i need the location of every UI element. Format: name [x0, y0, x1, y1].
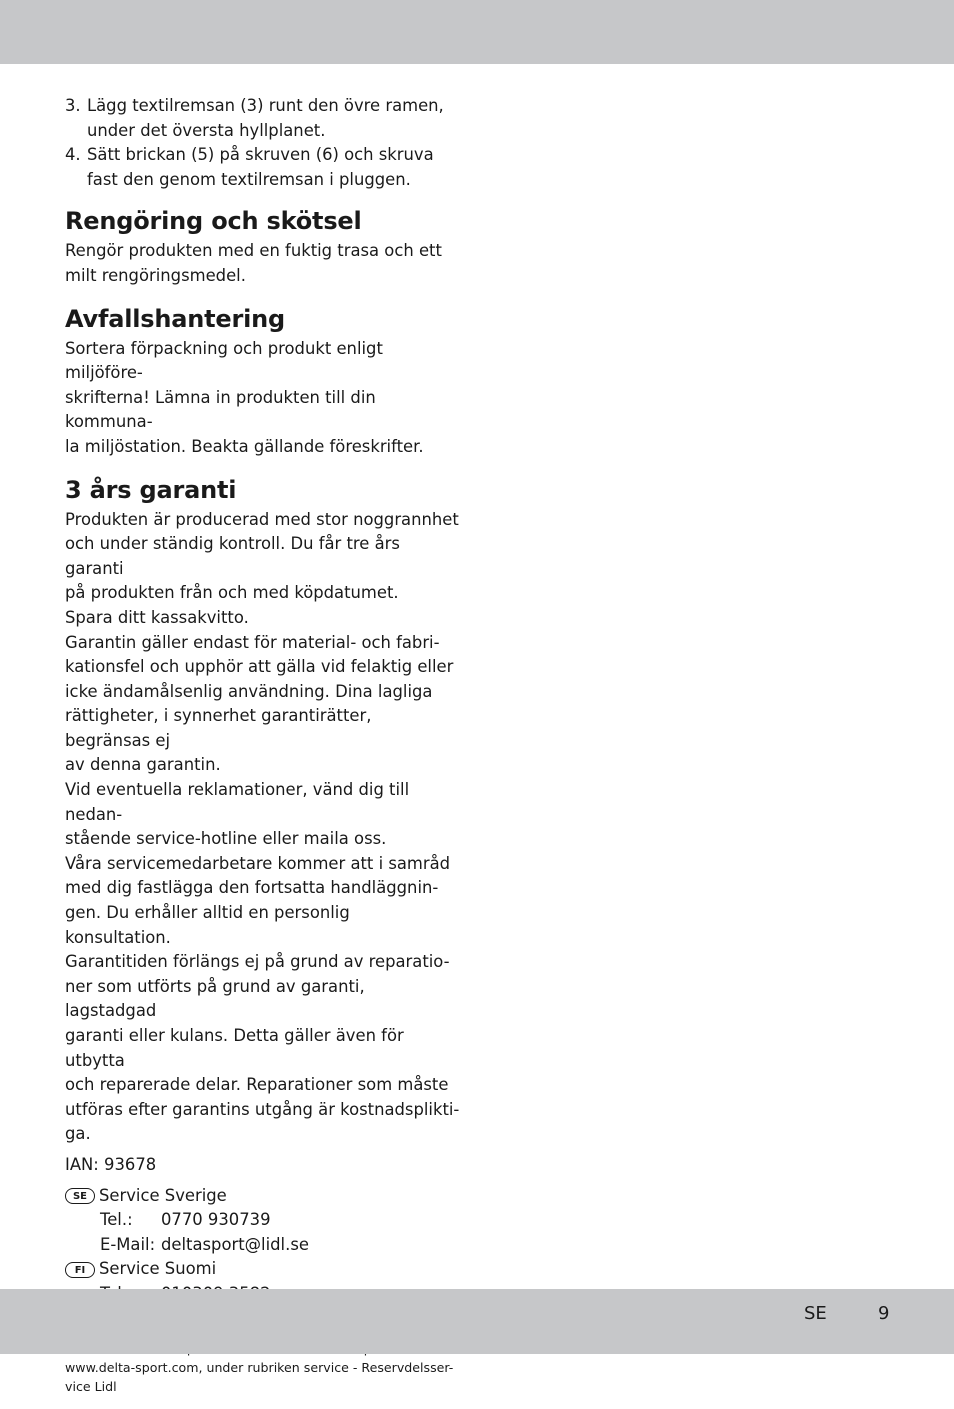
text-line: Produkten är producerad med stor noggrannhet	[65, 509, 459, 529]
service-title: Service Sverige	[99, 1185, 227, 1205]
service-sweden	[65, 1184, 460, 1209]
text-line: med dig fastlägga den fortsatta handläggnin-	[65, 878, 439, 898]
assembly-steps	[65, 94, 460, 192]
content-column	[65, 94, 460, 1409]
page-number: 9	[878, 1303, 890, 1324]
service-phone-row	[65, 1208, 460, 1233]
text-line: ga.	[65, 1124, 91, 1144]
text-line: Våra servicemedarbetare kommer att i samråd	[65, 853, 451, 873]
footer-language: SE	[804, 1303, 827, 1324]
text-line: garanti eller kulans. Detta gäller även för utbytta	[65, 1026, 404, 1070]
list-item	[65, 143, 460, 192]
step-line: fast den genom textilremsan i pluggen.	[87, 169, 411, 189]
text-line: www.delta-sport.com, under rubriken service - Reservdelsser-	[65, 1360, 454, 1376]
text-line: Sortera förpackning och produkt enligt miljöföre-	[65, 338, 383, 383]
text-line: på produkten från och med köpdatumet.	[65, 583, 399, 603]
warranty-text	[65, 508, 460, 1147]
text-line: ner som utförts på grund av garanti, lagstadgad	[65, 976, 365, 1021]
cleaning-text	[65, 239, 460, 288]
text-line: rättigheter, i synnerhet garantirätter, begränsas ej	[65, 706, 372, 750]
phone-number: 0770 930739	[161, 1210, 271, 1230]
cleaning-heading: Rengöring och skötsel	[65, 207, 362, 236]
text-line: Garantin gäller endast för material- och fabri-	[65, 632, 440, 652]
phone-label: Tel.:	[100, 1210, 133, 1230]
service-finland	[65, 1257, 460, 1282]
text-line: Rengör produkten med en fuktig trasa och ett	[65, 241, 442, 261]
disposal-text	[65, 337, 460, 460]
list-item	[65, 94, 460, 143]
text-line: utföras efter garantins utgång är kostnadsplikti-	[65, 1099, 460, 1119]
warranty-heading: 3 års garanti	[65, 475, 237, 504]
step-number: 3.	[65, 96, 81, 115]
email-label: E-Mail:	[100, 1234, 156, 1254]
text-line: icke ändamålsenlig användning. Dina lagliga	[65, 681, 433, 701]
text-line: kationsfel och upphör att gälla vid felaktig eller	[65, 657, 454, 677]
step-number: 4.	[65, 145, 81, 165]
text-line: och under ständig kontroll. Du får tre års garanti	[65, 534, 400, 578]
text-line: Garantitiden förlängs ej på grund av reparatio-	[65, 952, 450, 972]
text-line: av denna garantin.	[65, 755, 221, 775]
service-title: Service Suomi	[99, 1259, 217, 1279]
disposal-heading: Avfallshantering	[65, 304, 285, 333]
text-line: skrifterna! Lämna in produkten till din kommuna-	[65, 387, 376, 432]
text-line: Spara ditt kassakvitto.	[65, 607, 249, 627]
text-line: vice Lidl	[65, 1379, 117, 1395]
text-line: stående service-hotline eller maila oss.	[65, 829, 387, 849]
text-line: och reparerade delar. Reparationer som måste	[65, 1075, 449, 1095]
country-badge-fi: FI	[65, 1262, 95, 1278]
header-band	[0, 0, 954, 64]
email-address: deltasport@lidl.se	[161, 1234, 309, 1254]
step-line: under det översta hyllplanet.	[87, 120, 326, 140]
step-line: Sätt brickan (5) på skruven (6) och skruva	[87, 145, 434, 165]
service-email-row	[65, 1233, 460, 1258]
ian-number: IAN: 93678	[65, 1154, 157, 1174]
text-line: gen. Du erhåller alltid en personlig konsultation.	[65, 903, 350, 947]
country-badge-se: SE	[65, 1188, 95, 1204]
text-line: la miljöstation. Beakta gällande föreskrifter.	[65, 436, 424, 456]
text-line: milt rengöringsmedel.	[65, 265, 246, 285]
step-line: Lägg textilremsan (3) runt den övre ramen,	[87, 96, 444, 115]
text-line: Vid eventuella reklamationer, vänd dig till nedan-	[65, 780, 410, 824]
